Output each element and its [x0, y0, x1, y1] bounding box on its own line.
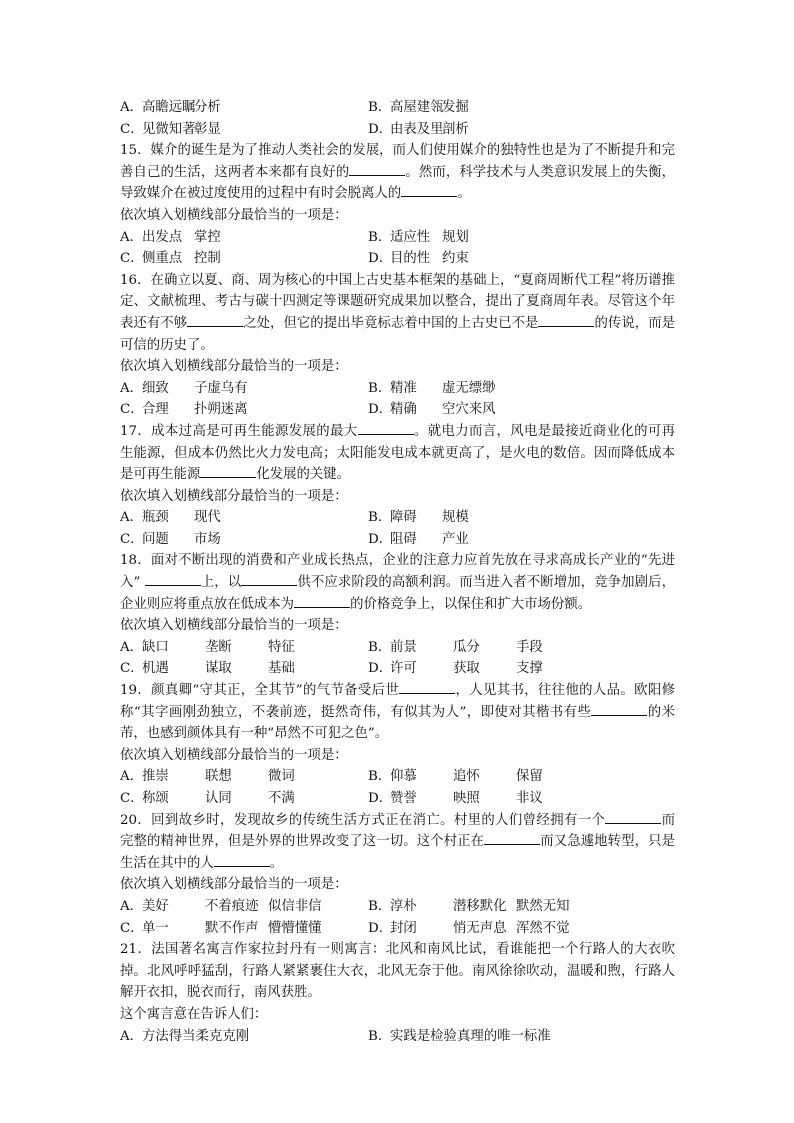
stem-text: 。: [457, 186, 471, 202]
options-row: [120, 378, 675, 400]
option-word: 细致: [142, 380, 169, 396]
options-row: [120, 658, 675, 680]
option-letter: B．: [368, 639, 392, 655]
option-word: 实践是检验真理的唯一标准: [390, 1028, 551, 1044]
question-prompt: 依次填入划横线部分最恰当的一项是：: [120, 488, 348, 504]
options-row: [120, 227, 675, 249]
option-word: 瓜分: [453, 639, 480, 655]
option-letter: A．: [120, 898, 144, 914]
option-word: 默然无知: [516, 898, 570, 914]
question-stem: [120, 810, 675, 875]
option-a: A． 高瞻远瞩 分析: [120, 100, 221, 115]
question-prompt: 依次填入划横线部分最恰当的一项是：: [120, 747, 348, 763]
stem-text: 供不应求阶段的高额利润。而当进入者不断增加，竞争加剧后，企业则应将重点放在低成本为: [120, 575, 676, 612]
question-block: [120, 140, 675, 270]
option-c: [120, 399, 368, 421]
option-letter: A．: [120, 769, 144, 785]
question-block: [120, 680, 675, 810]
option-word: 出发点: [142, 229, 183, 245]
option-word: 适应性: [390, 229, 431, 245]
fill-blank: [241, 572, 297, 586]
fill-blank: [591, 702, 647, 716]
option-letter: C．: [120, 920, 144, 936]
option-word: 懵懵懂懂: [268, 920, 322, 936]
question-prompt: 依次填入划横线部分最恰当的一项是：: [120, 359, 348, 375]
stem-text: 18．面对不断出现的消费和产业成长热点，企业的注意力应首先放在寻求高成长产业的“先进入”: [120, 553, 675, 591]
option-word: 规模: [442, 510, 469, 526]
prev-options-row-1: [120, 97, 675, 119]
option-word: 掌控: [194, 229, 221, 245]
option-letter: C．: [120, 531, 144, 547]
fill-blank: [294, 594, 350, 608]
option-word: 推崇: [142, 769, 169, 785]
option-word: 合理: [142, 402, 169, 418]
option-word: 封闭: [390, 920, 417, 936]
fill-blank: [399, 680, 455, 694]
option-word: 美好: [142, 898, 169, 914]
fill-blank: [200, 464, 256, 478]
option-letter: C．: [120, 791, 144, 806]
option-d: [368, 788, 675, 810]
option-word: 机遇: [142, 661, 169, 677]
option-letter: B．: [368, 769, 392, 785]
option-word: 控制: [194, 251, 221, 267]
question-block: [120, 421, 675, 551]
option-word: 浑然不觉: [516, 920, 570, 936]
option-c: C． 见微知著 彰显: [120, 121, 221, 137]
option-word: 称颂: [142, 791, 169, 806]
option-c: [120, 788, 368, 810]
stem-text: 而又急遽地转型，只是生活在其中的人: [120, 834, 676, 871]
option-letter: C．: [120, 402, 144, 418]
option-word: 侧重点: [142, 251, 183, 267]
option-word: 谋取: [205, 661, 232, 677]
option-word: 问题: [142, 531, 169, 547]
stem-text: 。就电力而言，风电是最接近商业化的可再生能源，但成本仍然比火力发电高；太阳能发电成本就更高了，是火电的数倍。因而降低成本是可再生能源: [120, 423, 675, 483]
option-b: [368, 227, 675, 249]
options-row: [120, 918, 675, 940]
option-letter: C．: [120, 251, 144, 267]
question-block: [120, 270, 675, 421]
option-d: [368, 918, 675, 940]
options-row: [120, 399, 675, 421]
option-letter: D．: [368, 251, 393, 267]
question-stem: [120, 680, 675, 745]
stem-text: 的传说，而是可信的历史了。: [120, 315, 676, 353]
option-c: [120, 248, 368, 270]
prev-options-row-2: [120, 119, 675, 141]
question-stem: [120, 140, 675, 205]
option-word: 不着痕迹: [205, 898, 259, 914]
stem-text: 20．回到故乡时，发现故乡的传统生活方式正在消亡。村里的人们曾经拥有一个: [120, 812, 606, 828]
option-word: 认同: [205, 791, 232, 806]
question-stem: [120, 939, 675, 1004]
fill-blank: [214, 853, 270, 867]
option-word: 基础: [268, 661, 295, 677]
options-row: [120, 1026, 675, 1048]
option-d: [368, 658, 675, 680]
option-letter: D．: [368, 661, 393, 677]
option-word: 赞誉: [390, 791, 417, 806]
option-word: 单一: [142, 920, 169, 936]
question-stem: [120, 270, 675, 356]
option-letter: A．: [120, 1028, 144, 1044]
fill-blank: [605, 810, 661, 824]
option-word: 规划: [442, 229, 469, 245]
option-a: [120, 507, 368, 529]
option-word: 微词: [268, 769, 295, 785]
options-row: [120, 788, 675, 810]
question-prompt: 依次填入划横线部分最恰当的一项是：: [120, 207, 348, 223]
option-d: [368, 399, 675, 421]
stem-text: 19．颜真卿“守其正，全其节”的气节备受后世: [120, 683, 400, 699]
question-stem: [120, 550, 675, 615]
option-word: 仰慕: [390, 769, 417, 785]
option-word: 精确: [390, 402, 417, 418]
stem-text: ，人见其书，往往他的人品。欧阳修称“其字画刚劲独立，不袭前迹，挺然奇伟，有似其为人”，即使对其楷书有些: [120, 683, 676, 720]
option-word: 前景: [390, 639, 417, 655]
option-word: 悄无声息: [453, 920, 507, 936]
option-word: 联想: [205, 769, 232, 785]
fill-blank: [145, 572, 201, 586]
option-d: [368, 529, 675, 551]
option-a: [120, 227, 368, 249]
option-d: [368, 248, 675, 270]
option-word: 似信非信: [268, 898, 322, 914]
option-word: 缺口: [142, 639, 169, 655]
option-letter: D．: [368, 920, 393, 936]
option-word: 精准: [390, 380, 417, 396]
option-b: [368, 766, 675, 788]
stem-text: 。: [269, 855, 284, 871]
option-word: 产业: [442, 531, 469, 547]
option-word: 支撑: [516, 661, 543, 677]
option-word: 手段: [516, 639, 543, 655]
options-row: [120, 896, 675, 918]
option-b: B． 高屋建瓴 发掘: [368, 100, 469, 115]
option-letter: B．: [368, 1028, 392, 1044]
option-letter: A．: [120, 639, 144, 655]
option-d: D． 由表及里 剖析: [368, 121, 469, 137]
option-letter: D．: [368, 791, 393, 806]
option-b: [368, 1026, 675, 1048]
options-row: [120, 766, 675, 788]
fill-blank: [538, 313, 594, 327]
option-word: 保留: [516, 769, 543, 785]
option-word: 映照: [453, 791, 480, 806]
option-b: [368, 507, 675, 529]
option-letter: B．: [368, 380, 392, 396]
option-letter: B．: [368, 898, 392, 914]
option-word: 子虚乌有: [194, 380, 248, 396]
options-row: [120, 529, 675, 551]
option-word: 阻碍: [390, 531, 417, 547]
exam-page: [120, 97, 675, 1047]
option-word: 淳朴: [390, 898, 417, 914]
option-word: 扑朔迷离: [194, 402, 248, 418]
option-word: 虚无缥缈: [442, 380, 496, 396]
option-b: [368, 637, 675, 659]
option-b: [368, 378, 675, 400]
option-word: 获取: [453, 661, 480, 677]
option-a: [120, 1026, 368, 1048]
options-row: [120, 637, 675, 659]
question-prompt: 依次填入划横线部分最恰当的一项是：: [120, 877, 348, 893]
question-block: [120, 550, 675, 680]
option-word: 瓶颈: [142, 510, 169, 526]
option-word: 追怀: [453, 769, 480, 785]
fill-blank: [349, 162, 405, 176]
stem-text: 。然而，科学技术与人类意识发展上的失衡，导致媒介在被过度使用的过程中有时会脱离人的: [120, 164, 676, 202]
option-letter: C．: [120, 661, 144, 677]
question-prompt: 这个寓言意在告诉人们：: [120, 1006, 268, 1022]
option-letter: B．: [368, 510, 392, 526]
option-a: [120, 637, 368, 659]
option-letter: B．: [368, 229, 392, 245]
question-block: [120, 939, 675, 1047]
fill-blank: [484, 831, 540, 845]
stem-text: 的米芾，也感到颜体具有一种“昂然不可犯之色”。: [120, 704, 675, 742]
option-word: 许可: [390, 661, 417, 677]
option-word: 垄断: [205, 639, 232, 655]
option-letter: A．: [120, 510, 144, 526]
option-word: 约束: [442, 251, 469, 267]
stem-text: 化发展的关键。: [256, 467, 351, 483]
fill-blank: [187, 313, 243, 327]
option-a: [120, 378, 368, 400]
stem-text: 之处，但它的提出毕竟标志着中国的上古史已不是: [243, 315, 539, 331]
option-word: 潜移默化: [453, 898, 507, 914]
fill-blank: [401, 183, 457, 197]
stem-text: 15．媒介的诞生是为了推动人类社会的发展，而人们使用媒介的独特性也是为了不断提升和完善自己的生活，这两者本来都有良好的: [120, 143, 675, 180]
question-list: [120, 140, 675, 1047]
option-word: 非议: [516, 791, 543, 806]
option-word: 障碍: [390, 510, 417, 526]
option-c: [120, 918, 368, 940]
stem-text: 17．成本过高是可再生能源发展的最大: [120, 423, 358, 439]
option-c: [120, 658, 368, 680]
question-block: [120, 810, 675, 940]
option-word: 市场: [194, 531, 221, 547]
question-stem: [120, 421, 675, 486]
question-prompt: 依次填入划横线部分最恰当的一项是：: [120, 618, 348, 634]
fill-blank: [358, 421, 414, 435]
stem-text: 的价格竞争上，以保住和扩大市场份额。: [350, 596, 592, 612]
option-a: [120, 766, 368, 788]
option-word: 空穴来风: [442, 402, 496, 418]
option-b: [368, 896, 675, 918]
option-a: [120, 896, 368, 918]
stem-text: 上，以: [200, 575, 242, 591]
option-word: 特征: [268, 639, 295, 655]
option-word: 目的性: [390, 251, 431, 267]
stem-text: 21．法国著名寓言作家拉封丹有一则寓言：北风和南风比试，看谁能把一个行路人的大衣吹掉。北风呼呼猛刮，行路人紧紧裹住大衣，北风无奈于他。南风徐徐吹动，温暖和煦，行路人解开衣扣，脱衣而行，南风获胜。: [120, 942, 675, 1001]
option-letter: D．: [368, 531, 393, 547]
option-c: [120, 529, 368, 551]
option-letter: A．: [120, 380, 144, 396]
option-letter: D．: [368, 402, 393, 418]
option-letter: A．: [120, 229, 144, 245]
option-word: 默不作声: [205, 920, 259, 936]
stem-text: 16．在确立以夏、商、周为核心的中国上古史基本框架的基础上，“夏商周断代工程”将历谱推定、文献梳理、考古与碳十四测定等课题研究成果加以整合，提出了夏商周年表。尽管这个年表还有不够: [120, 272, 675, 331]
options-row: [120, 507, 675, 529]
option-word: 现代: [194, 510, 221, 526]
stem-text: 而完整的精神世界，但是外界的世界改变了这一切。这个村正在: [120, 812, 675, 850]
options-row: [120, 248, 675, 270]
option-word: 方法得当柔克克刚: [142, 1028, 250, 1044]
option-word: 不满: [268, 791, 295, 806]
